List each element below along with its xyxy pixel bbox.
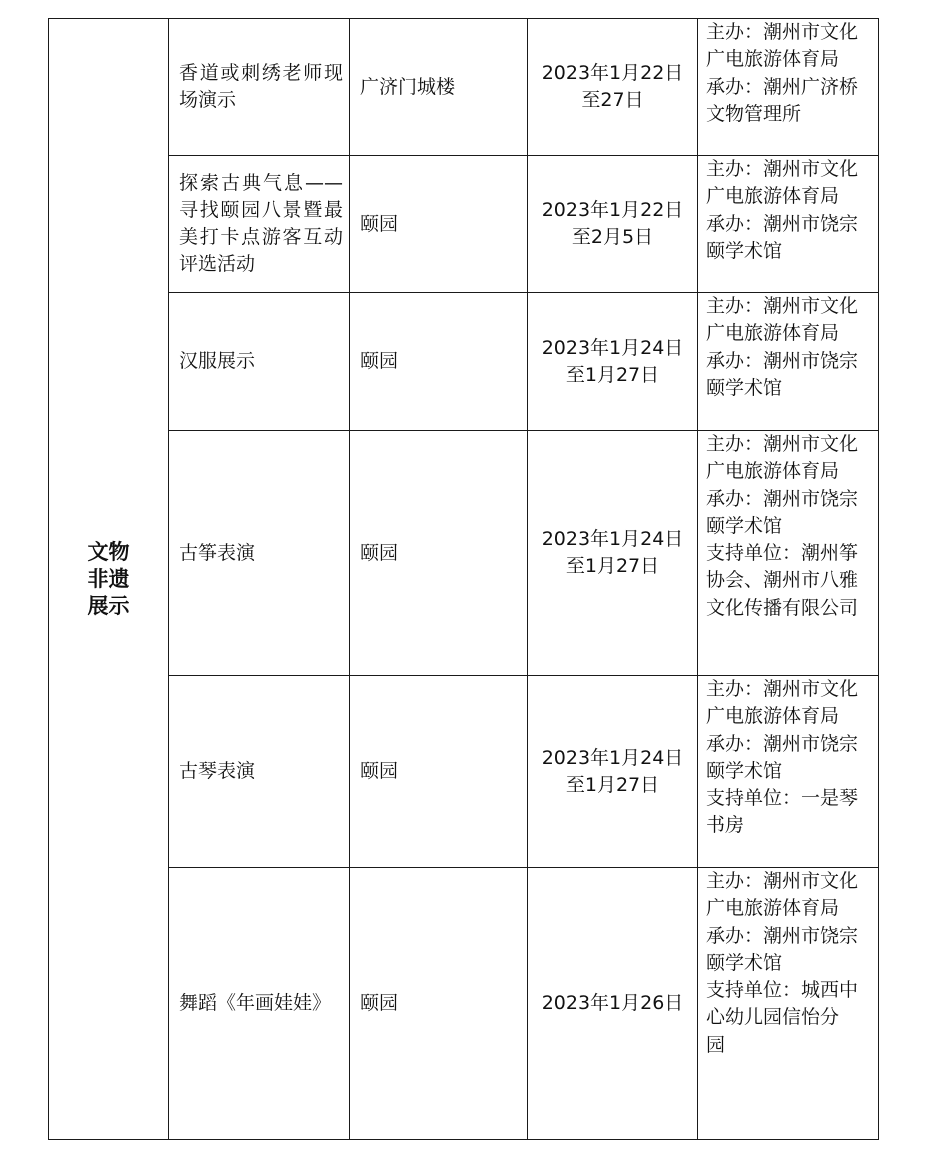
organizer-cell [698, 676, 879, 868]
organizer-host: 主办：潮州市文化广电旅游体育局 [706, 158, 859, 208]
organizer-undertaker: 承办：潮州市饶宗颐学术馆 [706, 924, 859, 974]
activity-cell: 香道或刺绣老师现场演示 [169, 19, 350, 156]
organizer-supporter: 支持单位：一是琴书房 [706, 787, 859, 837]
date-cell [528, 293, 698, 431]
date-cell [528, 868, 698, 1140]
venue-cell: 颐园 [350, 293, 528, 431]
table-row [49, 868, 879, 1140]
table-row [49, 19, 879, 156]
date-text: 2023年1月24日至1月27日 [541, 746, 684, 796]
organizer-host: 主办：潮州市文化广电旅游体育局 [706, 21, 859, 71]
table-row [49, 676, 879, 868]
organizer-supporter: 支持单位：潮州筝协会、潮州市八雅文化传播有限公司 [706, 542, 859, 619]
organizer-cell [698, 868, 879, 1140]
category-label: 文物非遗展示 [87, 539, 130, 618]
organizer-host: 主办：潮州市文化广电旅游体育局 [706, 678, 859, 728]
organizer-undertaker: 承办：潮州市饶宗颐学术馆 [706, 732, 859, 782]
organizer-cell [698, 156, 879, 293]
activity-cell: 舞蹈《年画娃娃》 [169, 868, 350, 1140]
activity-cell: 探索古典气息——寻找颐园八景暨最美打卡点游客互动评选活动 [169, 156, 350, 293]
date-cell [528, 156, 698, 293]
date-cell [528, 676, 698, 868]
date-text: 2023年1月22日至27日 [541, 62, 684, 111]
organizer-cell [698, 293, 879, 431]
venue-cell: 颐园 [350, 156, 528, 293]
activity-cell: 古琴表演 [169, 676, 350, 868]
venue-cell: 广济门城楼 [350, 19, 528, 156]
organizer-cell [698, 431, 879, 676]
activity-cell: 汉服展示 [169, 293, 350, 431]
organizer-supporter: 支持单位：城西中心幼儿园信怡分 [706, 979, 859, 1029]
table-row [49, 293, 879, 431]
organizer-host: 主办：潮州市文化广电旅游体育局 [706, 433, 859, 483]
date-text: 2023年1月22日至2月5日 [541, 199, 684, 248]
date-cell [528, 431, 698, 676]
date-text: 2023年1月24日至1月27日 [541, 336, 684, 386]
date-text: 2023年1月26日 [541, 992, 684, 1014]
organizer-host: 主办：潮州市文化广电旅游体育局 [706, 870, 859, 920]
organizer-undertaker: 承办：潮州广济桥文物管理所 [706, 75, 859, 125]
table-row [49, 431, 879, 676]
venue-cell: 颐园 [350, 431, 528, 676]
date-cell [528, 19, 698, 156]
table-row [49, 156, 879, 293]
organizer-host: 主办：潮州市文化广电旅游体育局 [706, 295, 859, 345]
venue-cell: 颐园 [350, 868, 528, 1140]
activity-cell: 古筝表演 [169, 431, 350, 676]
category-cell [49, 19, 169, 1140]
organizer-undertaker: 承办：潮州市饶宗颐学术馆 [706, 212, 859, 262]
date-text: 2023年1月24日至1月27日 [541, 528, 684, 577]
organizer-cell [698, 19, 879, 156]
venue-cell: 颐园 [350, 676, 528, 868]
organizer-undertaker: 承办：潮州市饶宗颐学术馆 [706, 487, 859, 537]
events-table [48, 18, 879, 1140]
organizer-undertaker: 承办：潮州市饶宗颐学术馆 [706, 349, 859, 399]
organizer-supporter-continued: 园 [706, 1033, 726, 1056]
